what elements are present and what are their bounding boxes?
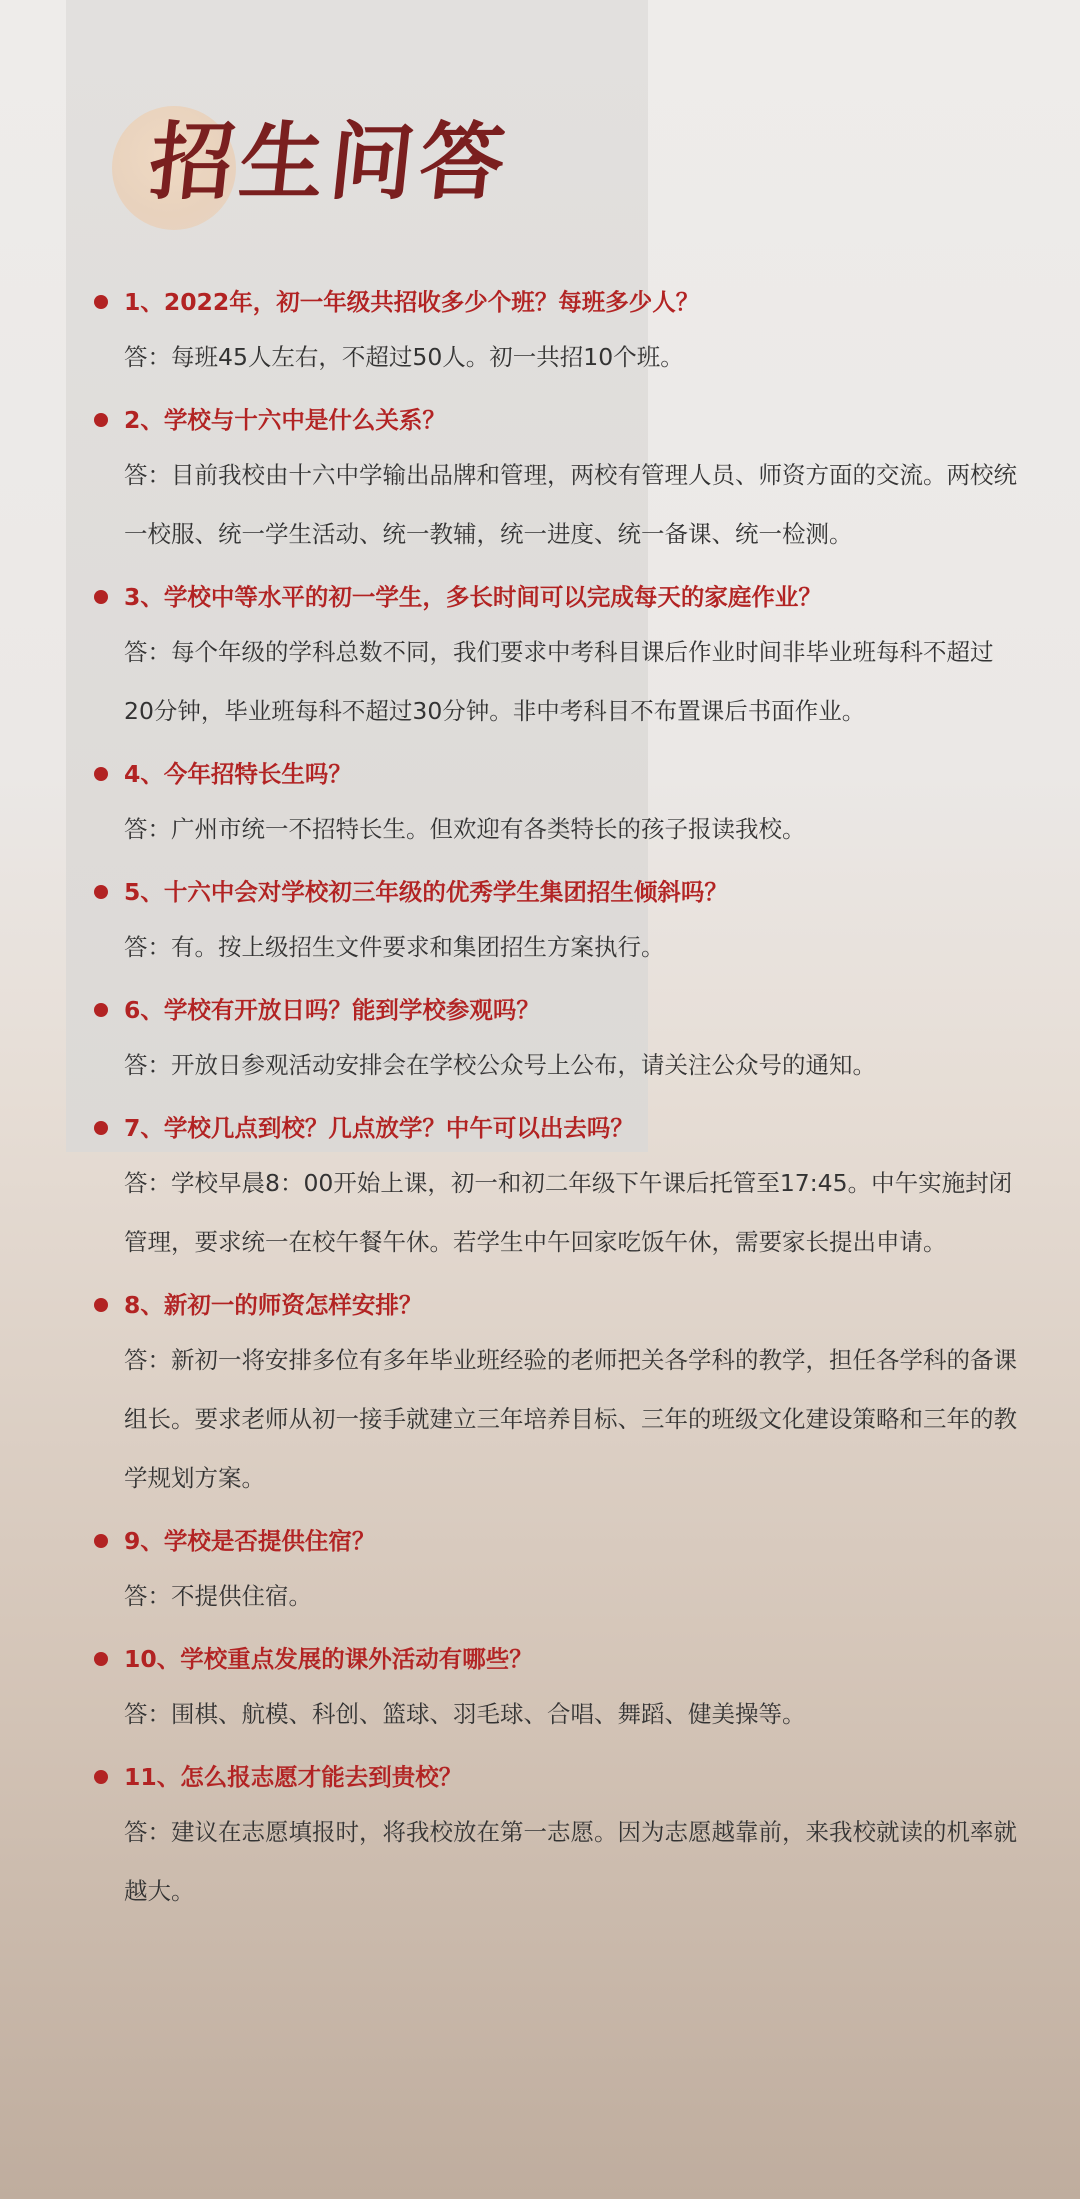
question-text: 1、2022年，初一年级共招收多少个班？每班多少人？: [124, 288, 700, 316]
question: [92, 1515, 1022, 1567]
qa-item: [92, 394, 1022, 564]
bullet-dot-icon: [94, 1121, 108, 1135]
bullet-dot-icon: [94, 1770, 108, 1784]
question: [92, 1279, 1022, 1331]
qa-item: [92, 866, 1022, 977]
question-text: 7、学校几点到校？几点放学？中午可以出去吗？: [124, 1114, 634, 1142]
question: [92, 1102, 1022, 1154]
answer-text: 答：有。按上级招生文件要求和集团招生方案执行。: [124, 933, 665, 961]
question: [92, 394, 1022, 446]
question-text: 2、学校与十六中是什么关系？: [124, 406, 446, 434]
qa-item: [92, 276, 1022, 387]
qa-item: [92, 1751, 1022, 1921]
answer-text: 答：围棋、航模、科创、篮球、羽毛球、合唱、舞蹈、健美操等。: [124, 1700, 806, 1728]
answer-text: 答：不提供住宿。: [124, 1582, 312, 1610]
bullet-dot-icon: [94, 1534, 108, 1548]
question-text: 9、学校是否提供住宿？: [124, 1527, 376, 1555]
question-text: 11、怎么报志愿才能去到贵校？: [124, 1763, 463, 1791]
qa-list: [92, 276, 1022, 1928]
bullet-dot-icon: [94, 1652, 108, 1666]
bullet-dot-icon: [94, 1298, 108, 1312]
bullet-dot-icon: [94, 413, 108, 427]
qa-item: [92, 1515, 1022, 1626]
qa-item: [92, 1102, 1022, 1272]
qa-item: [92, 984, 1022, 1095]
question-text: 6、学校有开放日吗？能到学校参观吗？: [124, 996, 540, 1024]
question: [92, 1633, 1022, 1685]
answer-text: 答：开放日参观活动安排会在学校公众号上公布，请关注公众号的通知。: [124, 1051, 876, 1079]
title-block: [112, 106, 516, 246]
question: [92, 571, 1022, 623]
bullet-dot-icon: [94, 767, 108, 781]
question: [92, 1751, 1022, 1803]
question-text: 3、学校中等水平的初一学生，多长时间可以完成每天的家庭作业？: [124, 583, 822, 611]
answer-text: 答：每个年级的学科总数不同，我们要求中考科目课后作业时间非毕业班每科不超过20分钟，毕业班每科不超过30分钟。非中考科目不布置课后书面作业。: [124, 638, 994, 725]
question: [92, 984, 1022, 1036]
qa-item: [92, 1633, 1022, 1744]
answer-text: 答：建议在志愿填报时，将我校放在第一志愿。因为志愿越靠前，来我校就读的机率就越大。: [124, 1818, 1017, 1905]
bullet-dot-icon: [94, 295, 108, 309]
answer-text: 答：学校早晨8：00开始上课，初一和初二年级下午课后托管至17:45。中午实施封闭管理，要求统一在校午餐午休。若学生中午回家吃饭午休，需要家长提出申请。: [124, 1169, 1013, 1256]
bullet-dot-icon: [94, 1003, 108, 1017]
qa-item: [92, 748, 1022, 859]
question-text: 4、今年招特长生吗？: [124, 760, 352, 788]
question-text: 8、新初一的师资怎样安排？: [124, 1291, 423, 1319]
answer-text: 答：目前我校由十六中学输出品牌和管理，两校有管理人员、师资方面的交流。两校统一校服、统一学生活动、统一教辅，统一进度、统一备课、统一检测。: [124, 461, 1017, 548]
bullet-dot-icon: [94, 590, 108, 604]
question-text: 10、学校重点发展的课外活动有哪些？: [124, 1645, 533, 1673]
qa-item: [92, 1279, 1022, 1508]
answer-text: 答：每班45人左右，不超过50人。初一共招10个班。: [124, 343, 684, 371]
question-text: 5、十六中会对学校初三年级的优秀学生集团招生倾斜吗？: [124, 878, 728, 906]
question: [92, 866, 1022, 918]
qa-item: [92, 571, 1022, 741]
bullet-dot-icon: [94, 885, 108, 899]
page-title: 招生问答: [144, 112, 516, 211]
answer-text: 答：广州市统一不招特长生。但欢迎有各类特长的孩子报读我校。: [124, 815, 806, 843]
question: [92, 748, 1022, 800]
question: [92, 276, 1022, 328]
answer-text: 答：新初一将安排多位有多年毕业班经验的老师把关各学科的教学，担任各学科的备课组长。要求老师从初一接手就建立三年培养目标、三年的班级文化建设策略和三年的教学规划方案。: [124, 1346, 1017, 1492]
